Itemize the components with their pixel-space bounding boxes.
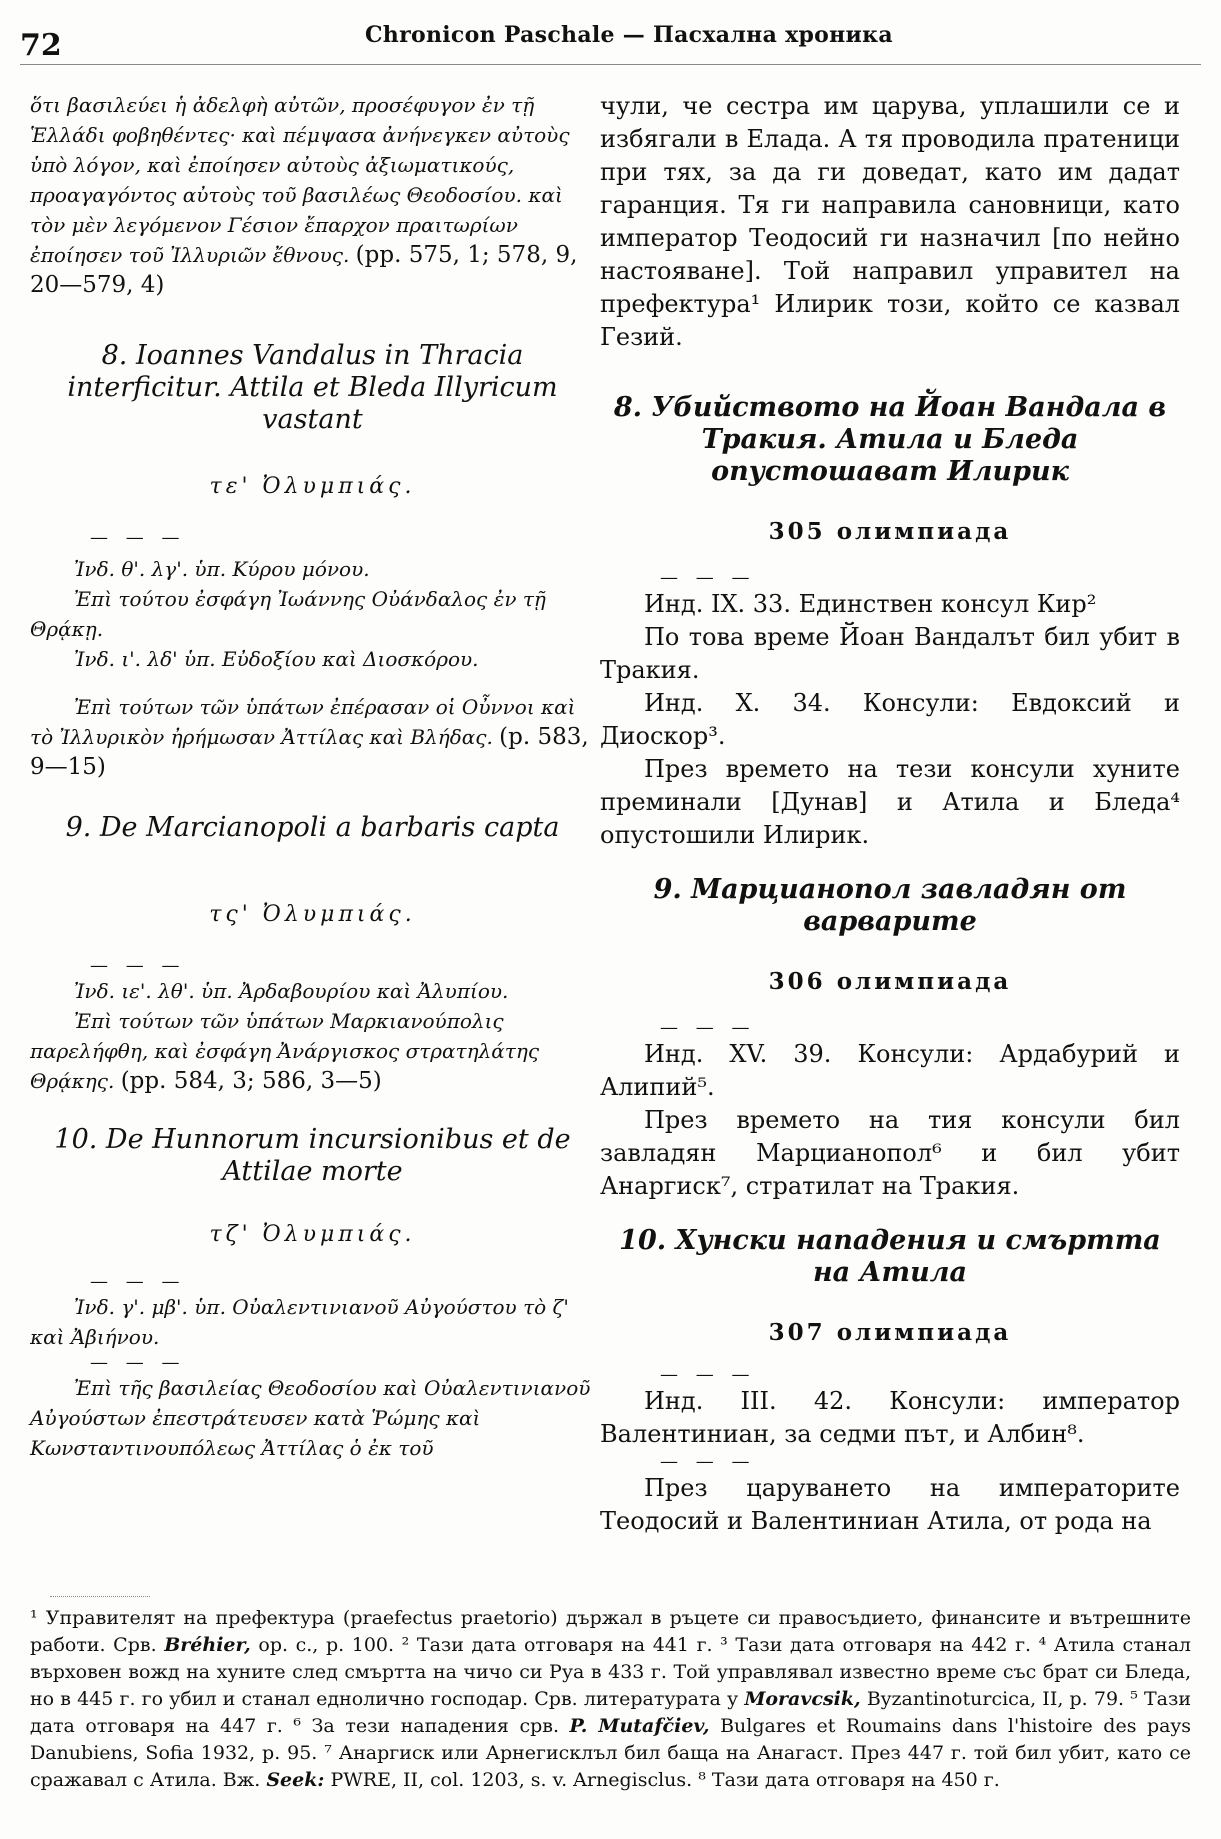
translation-line: Инд. IX. 33. Единствен консул Кир² — [644, 590, 1097, 618]
translation-line: Инд. XV. 39. Консули: Ардабурий и Алипий⁵. — [600, 1040, 1180, 1101]
greek-line: Ἰνδ. γ'. μβ'. ὑπ. Οὐαλεντινιανοῦ Αὐγούστου τὸ ζ' καὶ Ἀβιήνου. — [30, 1295, 569, 1349]
footnote-6: ⁶ За тези нападения срв. — [293, 1715, 559, 1737]
footnote-4: ⁴ Атила станал върховен вожд на хуните след смъртта на чичо си Руа в 433 г. Той управлявал известно време със брат си Бледа, но в 445 г. го убил и станал еднолично господар. Срв. литературата у — [30, 1634, 1191, 1710]
page-reference: (pp. 584, 3; 586, 3—5) — [120, 1068, 382, 1094]
translation-paragraph: чули, че сестра им царува, уплашили се и избягали в Елада. А тя проводила пратеници при тях, за да ги доведат, като им дадат гаранция. Тя ги направила сановници, като император Теодосий ги назначил [по нейно настояване]. Той направил управител на префектура¹ Илирик този, който се казвал Гезий. — [600, 92, 1180, 351]
translation-line: Инд. X. 34. Консули: Евдоксий и Диоскор³. — [600, 689, 1180, 750]
olympiad-heading: 307 олимпиада — [768, 1319, 1012, 1346]
page-number: 72 — [20, 28, 62, 63]
footnote-6-cont: Bulgares et Roumains dans l'histoire des pays Danubiens, Sofia 1932, p. 95. — [30, 1715, 1191, 1764]
section-8-bulgarian-title: 8. Убийството на Йоан Вандала в Тракия. Атила и Бледа опустошават Илирик — [613, 392, 1167, 487]
page-reference: (p. 583, 9—15) — [30, 724, 589, 780]
footnote-author: P. Mutafčiev, — [569, 1715, 710, 1737]
footnote-author: Moravcsik, — [744, 1688, 861, 1710]
section-10-latin-title: 10. De Hunnorum incursionibus et de Attilae morte — [54, 1124, 571, 1187]
greek-text: Ἐπὶ τούτων τῶν ὑπάτων Μαρκιανούπολις παρελήφθη, καὶ ἐσφάγη Ἀνάργισκος στρατηλάτης Θρᾴκης. — [30, 1009, 540, 1093]
separator-dashes: — — — — [90, 527, 186, 548]
running-title: Chronicon Paschale — Пасхална хроника — [365, 22, 893, 48]
greek-passage — [30, 90, 595, 300]
separator-dashes: — — — — [660, 1451, 756, 1472]
olympiad-heading: τε' Ὀλυμπιάς. — [209, 474, 416, 499]
separator-dashes: — — — — [660, 1017, 756, 1038]
translation-line: По това време Йоан Вандалът бил убит в Тракия. — [600, 623, 1180, 684]
header-rule — [20, 64, 1201, 65]
greek-line: Ἰνδ. θ'. λγ'. ὑπ. Κύρου μόνου. — [74, 557, 370, 581]
separator-dashes: — — — — [660, 567, 756, 588]
greek-column — [30, 90, 595, 1463]
section-9-bulgarian-title: 9. Марцианопол завладян от варварите — [653, 874, 1127, 937]
footnote-7: ⁷ Анаргиск или Арнегисклъл бил баща на Анагаст. През 447 г. той бил убит, като се сражавал с Атила. Вж. — [30, 1742, 1191, 1791]
greek-line — [30, 1006, 595, 1096]
greek-line: Ἐπὶ τούτου ἐσφάγη Ἰωάννης Οὐάνδαλος ἐν τῇ Θρᾴκῃ. — [30, 587, 546, 641]
greek-text: ὅτι βασιλεύει ἡ ἀδελφὴ αὐτῶν, προσέφυγον ἐν τῇ Ἑλλάδι φοβηθέντες· καὶ πέμψασα ἀνήνεγκεν αὐτοὺς ὑπὸ λόγον, καὶ ἐποίησεν αὐτοὺς ἀξιωματικούς, προαγαγόντος αὐτοὺς τοῦ βασιλέως Θεοδοσίου. καὶ τὸν μὲν λεγόμενον Γέσιον ἔπαρχον πραιτωρίων ἐποίησεν τοῦ Ἰλλυριῶν ἔθνους. — [30, 93, 570, 267]
footnote-7-cont: PWRE, II, col. 1203, s. v. Arnegisclus. — [330, 1769, 693, 1791]
separator-dashes: — — — — [660, 1364, 756, 1385]
footnote-author: Bréhier, — [164, 1634, 251, 1656]
page-reference: (pp. 575, 1; 578, 9, 20—579, 4) — [30, 242, 578, 298]
greek-line: Ἐπὶ τῆς βασιλείας Θεοδοσίου καὶ Οὐαλεντινιανοῦ Αὐγούστων ἐπεστράτευσεν κατὰ Ῥώμης καὶ Κωνσταντινουπόλεως Ἀττίλας ὁ ἐκ τοῦ — [30, 1376, 591, 1460]
section-9-latin-title: 9. De Marcianopoli a barbaris capta — [65, 812, 560, 843]
footnote-8: ⁸ Тази дата отговаря на 450 г. — [698, 1769, 1000, 1791]
separator-dashes: — — — — [90, 1352, 186, 1373]
footnote-2: ² Тази дата отговаря на 441 г. — [401, 1634, 713, 1656]
translation-line: Инд. III. 42. Консули: император Валентиниан, за седми път, и Албин⁸. — [600, 1387, 1180, 1448]
footnote-block — [30, 1605, 1191, 1794]
footnote-1: ¹ Управителят на префектура (praefectus praetorio) държал в ръцете си правосъдието, финансите и вътрешните работи. Срв. — [30, 1607, 1191, 1656]
olympiad-heading: τζ' Ὀλυμπιάς. — [209, 1222, 416, 1247]
translation-line: През времето на тези консули хуните преминали [Дунав] и Атила и Бледа⁴ опустошили Илирик. — [600, 755, 1180, 849]
footnotes — [30, 1605, 1191, 1794]
olympiad-heading: τς' Ὀλυμπιάς. — [209, 902, 416, 927]
footnote-3: ³ Тази дата отговаря на 442 г. — [720, 1634, 1032, 1656]
greek-text: Ἐπὶ τούτων τῶν ὑπάτων ἐπέρασαν οἱ Οὖννοι καὶ τὸ Ἰλλυρικὸν ἠρήμωσαν Ἀττίλας καὶ Βλήδας. — [30, 695, 576, 749]
greek-line: Ἰνδ. ι'. λδ' ὑπ. Εὐδοξίου καὶ Διοσκόρου. — [74, 647, 479, 671]
olympiad-heading: 306 олимпиада — [768, 968, 1012, 995]
separator-dashes: — — — — [90, 955, 186, 976]
section-8-latin-title: 8. Ioannes Vandalus in Thracia interficitur. Attila et Bleda Illyricum vastant — [67, 340, 558, 435]
olympiad-heading: 305 олимпиада — [768, 518, 1012, 545]
bulgarian-column — [600, 90, 1180, 1538]
footnote-1-cont: op. c., p. 100. — [258, 1634, 395, 1656]
translation-line: През царуването на императорите Теодосий и Валентиниан Атила, от рода на — [600, 1474, 1180, 1535]
section-10-bulgarian-title: 10. Хунски нападения и смъртта на Атила — [619, 1225, 1161, 1288]
footnote-rule — [50, 1596, 150, 1597]
separator-dashes: — — — — [90, 1271, 186, 1292]
footnote-4-cont: Byzantinoturcica, II, p. 79. — [866, 1688, 1125, 1710]
greek-line: Ἰνδ. ιε'. λθ'. ὑπ. Ἀρδαβουρίου καὶ Ἀλυπίου. — [74, 979, 509, 1003]
footnote-author: Seek: — [266, 1769, 325, 1791]
greek-line — [30, 692, 595, 782]
footnote-5: ⁵ Тази дата отговаря на 447 г. — [30, 1688, 1192, 1737]
translation-line: През времето на тия консули бил завладян Марцианопол⁶ и бил убит Анаргиск⁷, стратилат на Тракия. — [600, 1106, 1180, 1200]
